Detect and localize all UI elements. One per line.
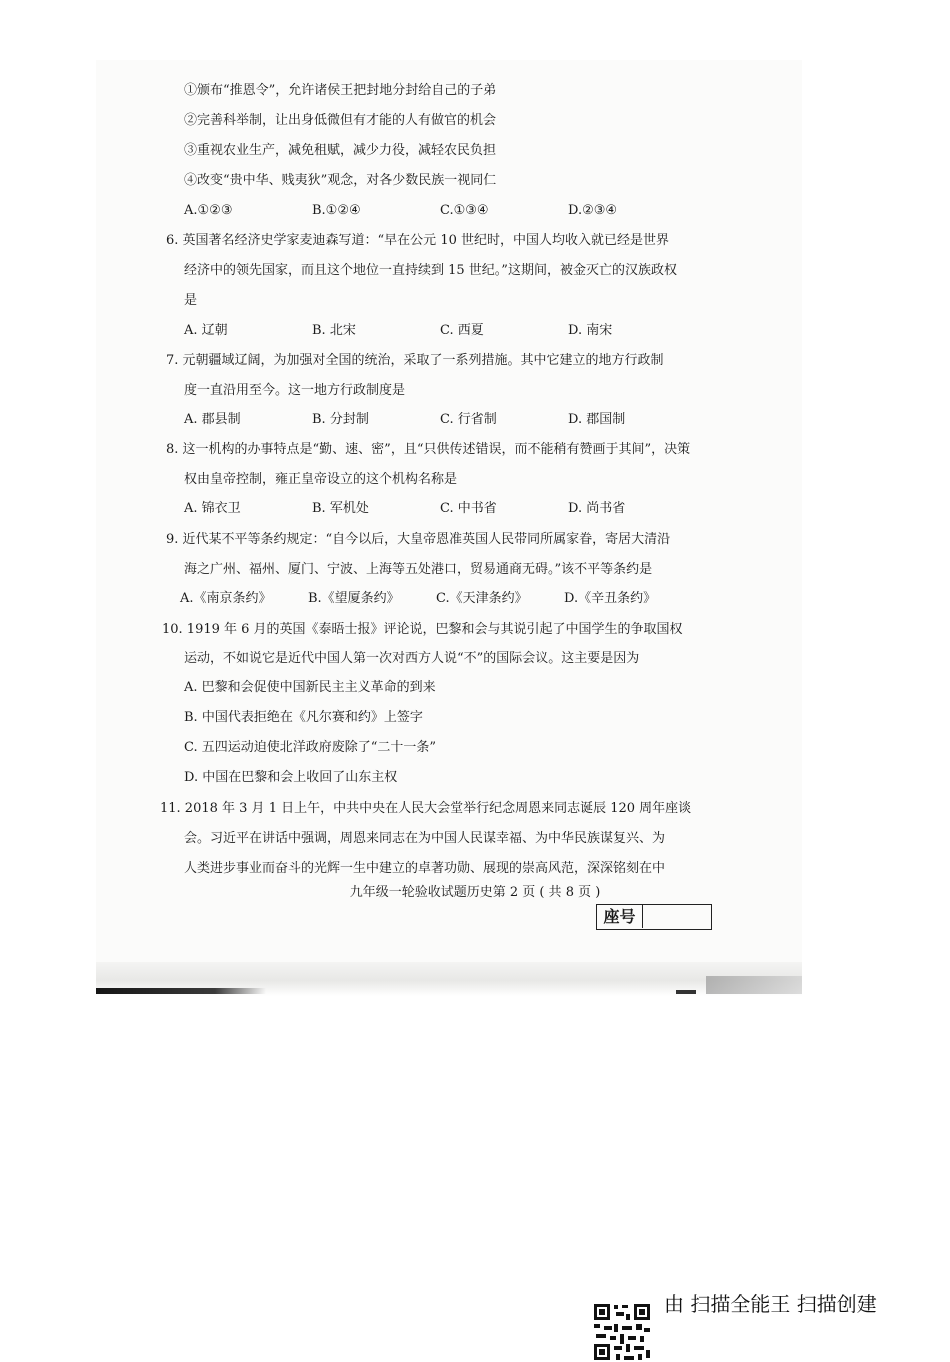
scan-edge <box>96 962 802 996</box>
q10-option-b: B. 中国代表拒绝在《凡尔赛和约》上签字 <box>184 710 423 725</box>
item-1: ①颁布“推恩令”，允许诸侯王把封地分封给自己的子弟 <box>184 83 497 98</box>
q9-stem-line: 海之广州、福州、厦门、宁波、上海等五处港口，贸易通商无碍。”该不平等条约是 <box>184 562 653 577</box>
q8-option-b: B. 军机处 <box>312 501 369 516</box>
q10-stem-line: 运动，不如说它是近代中国人第一次对西方人说“不”的国际会议。这主要是因为 <box>184 651 640 666</box>
q6-option-c: C. 西夏 <box>440 323 484 338</box>
seat-number-label: 座号 <box>597 905 643 928</box>
q11-stem-line: 人类进步事业而奋斗的光辉一生中建立的卓著功勋、展现的崇高风范，深深铭刻在中 <box>184 861 666 876</box>
q7-option-b: B. 分封制 <box>312 412 369 427</box>
page-footer: 九年级一轮验收试题历史第 2 页 ( 共 8 页 ) <box>349 885 601 900</box>
q5-option-a: A.①②③ <box>184 203 233 218</box>
q8-option-c: C. 中书省 <box>440 501 497 516</box>
q9-stem-line: 9. 近代某不平等条约规定：“自今以后，大皇帝恩准英国人民带同所属家眷，寄居大清沿 <box>166 532 671 547</box>
qr-code-icon <box>592 1302 652 1362</box>
q6-stem-line: 经济中的领先国家，而且这个地位一直持续到 15 世纪。”这期间，被金灭亡的汉族政权 <box>184 263 677 278</box>
q6-option-b: B. 北宋 <box>312 323 356 338</box>
q10-stem-line: 10. 1919 年 6 月的英国《泰晤士报》评论说，巴黎和会与其说引起了中国学生的争取国权 <box>162 622 683 637</box>
seat-number-box <box>596 904 712 930</box>
q8-stem-line: 8. 这一机构的办事特点是“勤、速、密”，且“只供传述错误，而不能稍有赞画于其间”，决策 <box>166 442 691 457</box>
q7-stem-line: 度一直沿用至今。这一地方行政制度是 <box>184 383 406 398</box>
scan-shadow-mark <box>676 990 696 994</box>
q5-option-d: D.②③④ <box>568 203 618 218</box>
scanned-page <box>96 60 802 995</box>
q7-stem-line: 7. 元朝疆域辽阔，为加强对全国的统治，采取了一系列措施。其中它建立的地方行政制 <box>166 353 664 368</box>
q7-option-c: C. 行省制 <box>440 412 497 427</box>
q8-stem-line: 权由皇帝控制，雍正皇帝设立的这个机构名称是 <box>184 472 458 487</box>
q6-stem-line: 6. 英国著名经济史学家麦迪森写道：“早在公元 10 世纪时，中国人均收入就已经是世界 <box>166 233 669 248</box>
item-4: ④改变“贵中华、贱夷狄”观念，对各少数民族一视同仁 <box>184 173 497 188</box>
q7-option-a: A. 郡县制 <box>184 412 241 427</box>
q10-option-d: D. 中国在巴黎和会上收回了山东主权 <box>184 770 398 785</box>
q11-stem-line: 会。习近平在讲话中强调，周恩来同志在为中国人民谋幸福、为中华民族谋复兴、为 <box>184 831 666 846</box>
q9-option-d: D.《辛丑条约》 <box>564 591 657 606</box>
item-2: ②完善科举制，让出身低微但有才能的人有做官的机会 <box>184 113 497 128</box>
scan-shadow-left <box>96 988 266 994</box>
q5-option-c: C.①③④ <box>440 203 489 218</box>
scanner-watermark-text: 由 扫描全能王 扫描创建 <box>664 1292 877 1316</box>
q8-option-d: D. 尚书省 <box>568 501 626 516</box>
q5-option-b: B.①②④ <box>312 203 361 218</box>
q9-option-b: B.《望厦条约》 <box>308 591 400 606</box>
q9-option-a: A.《南京条约》 <box>180 591 272 606</box>
q10-option-a: A. 巴黎和会促使中国新民主主义革命的到来 <box>184 680 436 695</box>
q6-option-d: D. 南宋 <box>568 323 613 338</box>
q6-option-a: A. 辽朝 <box>184 323 228 338</box>
q9-option-c: C.《天津条约》 <box>436 591 528 606</box>
q6-stem-line: 是 <box>184 293 198 308</box>
item-3: ③重视农业生产，减免租赋，减少力役，减轻农民负担 <box>184 143 497 158</box>
q11-stem-line: 11. 2018 年 3 月 1 日上午，中共中央在人民大会堂举行纪念周恩来同志诞辰 120 周年座谈 <box>160 801 692 816</box>
q10-option-c: C. 五四运动迫使北洋政府废除了“二十一条” <box>184 740 437 755</box>
scan-shadow-right <box>706 976 802 994</box>
q8-option-a: A. 锦衣卫 <box>184 501 241 516</box>
q7-option-d: D. 郡国制 <box>568 412 626 427</box>
